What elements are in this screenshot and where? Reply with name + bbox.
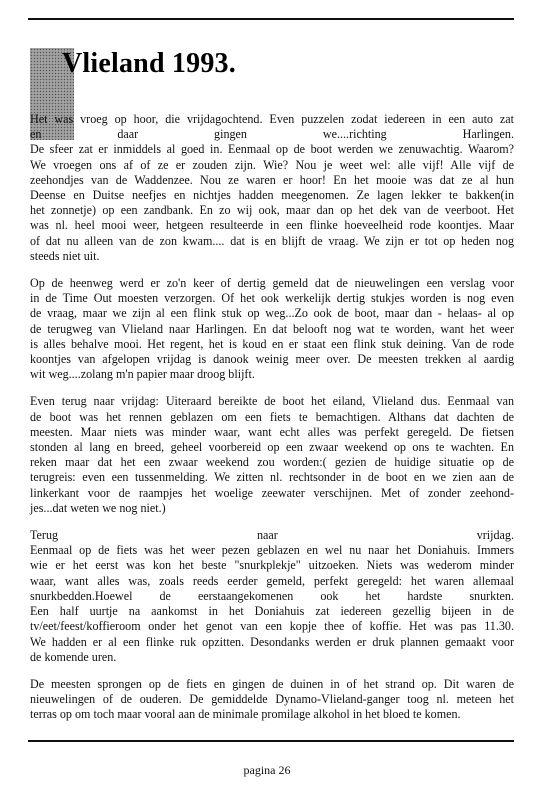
text-line: de komende uren.: [30, 649, 117, 664]
paragraph: [30, 394, 514, 516]
text-line: stonden al lang en breed, geheel voorbereid op een zwaar weekend op ons te wachten. En: [30, 440, 514, 455]
text-line: koontjes van afgelopen vrijdag is danook weinig meer over. De meesten trekken al aardig: [30, 352, 514, 367]
text-line: reken maar dat het een zwaar weekend zou worden:( gezien de huidige situatie op de: [30, 455, 514, 470]
text-line: Terug naar vrijdag.: [30, 528, 514, 543]
text-line: Een half uurtje na aankomst in het Doniahuis zat iedereen gezellig bijeen in de: [30, 604, 514, 619]
page-number: pagina 26: [243, 763, 291, 777]
text-line: Eenmaal op de fiets was het weer pezen geblazen en wel nu naar het Doniahuis. Immers: [30, 543, 514, 558]
text-line: zeehondjes van de Waddenzee. Nou ze waren er hoor! En het mooie was dat ze al hun: [30, 172, 514, 187]
text-line: De sfeer zat er inmiddels al goed in. Eenmaal op de boot werden we zenuwachtig. Waarom?: [30, 142, 514, 157]
text-line: We hadden er al een flinke ruk opzitten. Desondanks werden er druk plannen gemaakt voor: [30, 634, 514, 649]
text-line: was nl. heel mooi weer, hetgeen resulteerde in een flinke hoeveelheid rode koontjes. Maar: [30, 218, 514, 233]
text-line: terugreis: even een tussenmelding. We zitten nl. rechtsonder in de boot en we zien aan de: [30, 470, 514, 485]
text-line: terras op om toch maar vooral aan de minimale promilage alkohol in het bloed te komen.: [30, 707, 461, 722]
paragraph: [30, 528, 514, 665]
page-title: Vlieland 1993.: [62, 48, 236, 79]
paragraph: [30, 677, 514, 723]
text-line: De meesten sprongen op de fiets en gingen de duinen in of het strand op. Dit waren de: [30, 676, 514, 691]
text-line: steeds niet uit.: [30, 248, 100, 263]
text-line: of dat nu alleen van de zon kwam.... dat is en blijft de vraag. We zijn er tot op heden nog: [30, 233, 514, 248]
text-line: tv/eet/feest/koffieroom onder het genot van een kopje thee of koffie. Het was pas 11.30.: [30, 619, 514, 634]
top-rule: [28, 18, 514, 20]
text-line: de boot was het rennen geblazen om een fiets te bemachtigen. Althans dat dachten de: [30, 409, 514, 424]
text-line: We vroegen ons af of ze er zouden zijn. Wie? Nou je weet wel: alle vijf! Alle vijf de: [30, 157, 514, 172]
text-line: in de Time Out moesten verzorgen. Of het ook werkelijk dertig stukjes worden is nog even: [30, 291, 514, 306]
text-line: waar, want alles was, zoals reeds eerder gemeld, perfekt geregeld: het waren allemaal: [30, 573, 514, 588]
text-line: en daar gingen we....richting Harlingen.: [30, 127, 514, 142]
text-line: is alles behalve mooi. Het regent, het is koud en er staat een flink stuk deining. Van de rode: [30, 336, 514, 351]
text-line: jes...dat weten we nog niet.): [30, 500, 166, 515]
text-line: snurkbedden.Hoewel de eerstaangekomenen ook het hardste snurkten.: [30, 588, 514, 603]
paragraph: [30, 276, 514, 382]
text-line: Op de heenweg werd er zo'n keer of dertig gemeld dat de nieuwelingen een verslag voor: [30, 276, 514, 291]
paragraph: [30, 112, 514, 264]
article-body: [30, 112, 514, 735]
text-line: wie er het eerst was kon het beste "snurkplekje" uitzoeken. Niets was wederom minder: [30, 558, 514, 573]
text-line: meesten. Maar niets was minder waar, want echt alles was perfekt geregeld. De fietsen: [30, 424, 514, 439]
text-line: de vraag, maar we zijn al een flink stuk op weg...Zo ook de boot, maar dan - helaas- al op: [30, 306, 514, 321]
text-line: de terugweg van Vlieland naar Harlingen. En dat belooft nog wat te worden, want het weer: [30, 321, 514, 336]
text-line: nieuwelingen of de ouderen. De gemiddelde Dynamo-Vlieland-ganger toog nl. meteen het: [30, 692, 514, 707]
text-line: wit weg....zolang m'n papier maar droog blijft.: [30, 367, 255, 382]
bottom-rule: [28, 740, 514, 742]
text-line: Deense en Duitse neefjes en nichtjes hadden meegenomen. Ze lagen lekker te bakken(in: [30, 188, 514, 203]
text-line: Even terug naar vrijdag: Uiteraard bereikte de boot het eiland, Vlieland dus. Eenmaal van: [30, 394, 514, 409]
text-line: Het was vroeg op hoor, die vrijdagochtend. Even puzzelen zodat iedereen in een auto zat: [30, 112, 514, 126]
text-line: het zonnetje) op een zandbank. En zo wij ook, maar dan op het dek van de veerboot. Het: [30, 203, 514, 218]
text-line: linkerkant voor de raampjes het woelige zeewater verschijnen. Met of zonder zeehond-: [30, 485, 514, 500]
